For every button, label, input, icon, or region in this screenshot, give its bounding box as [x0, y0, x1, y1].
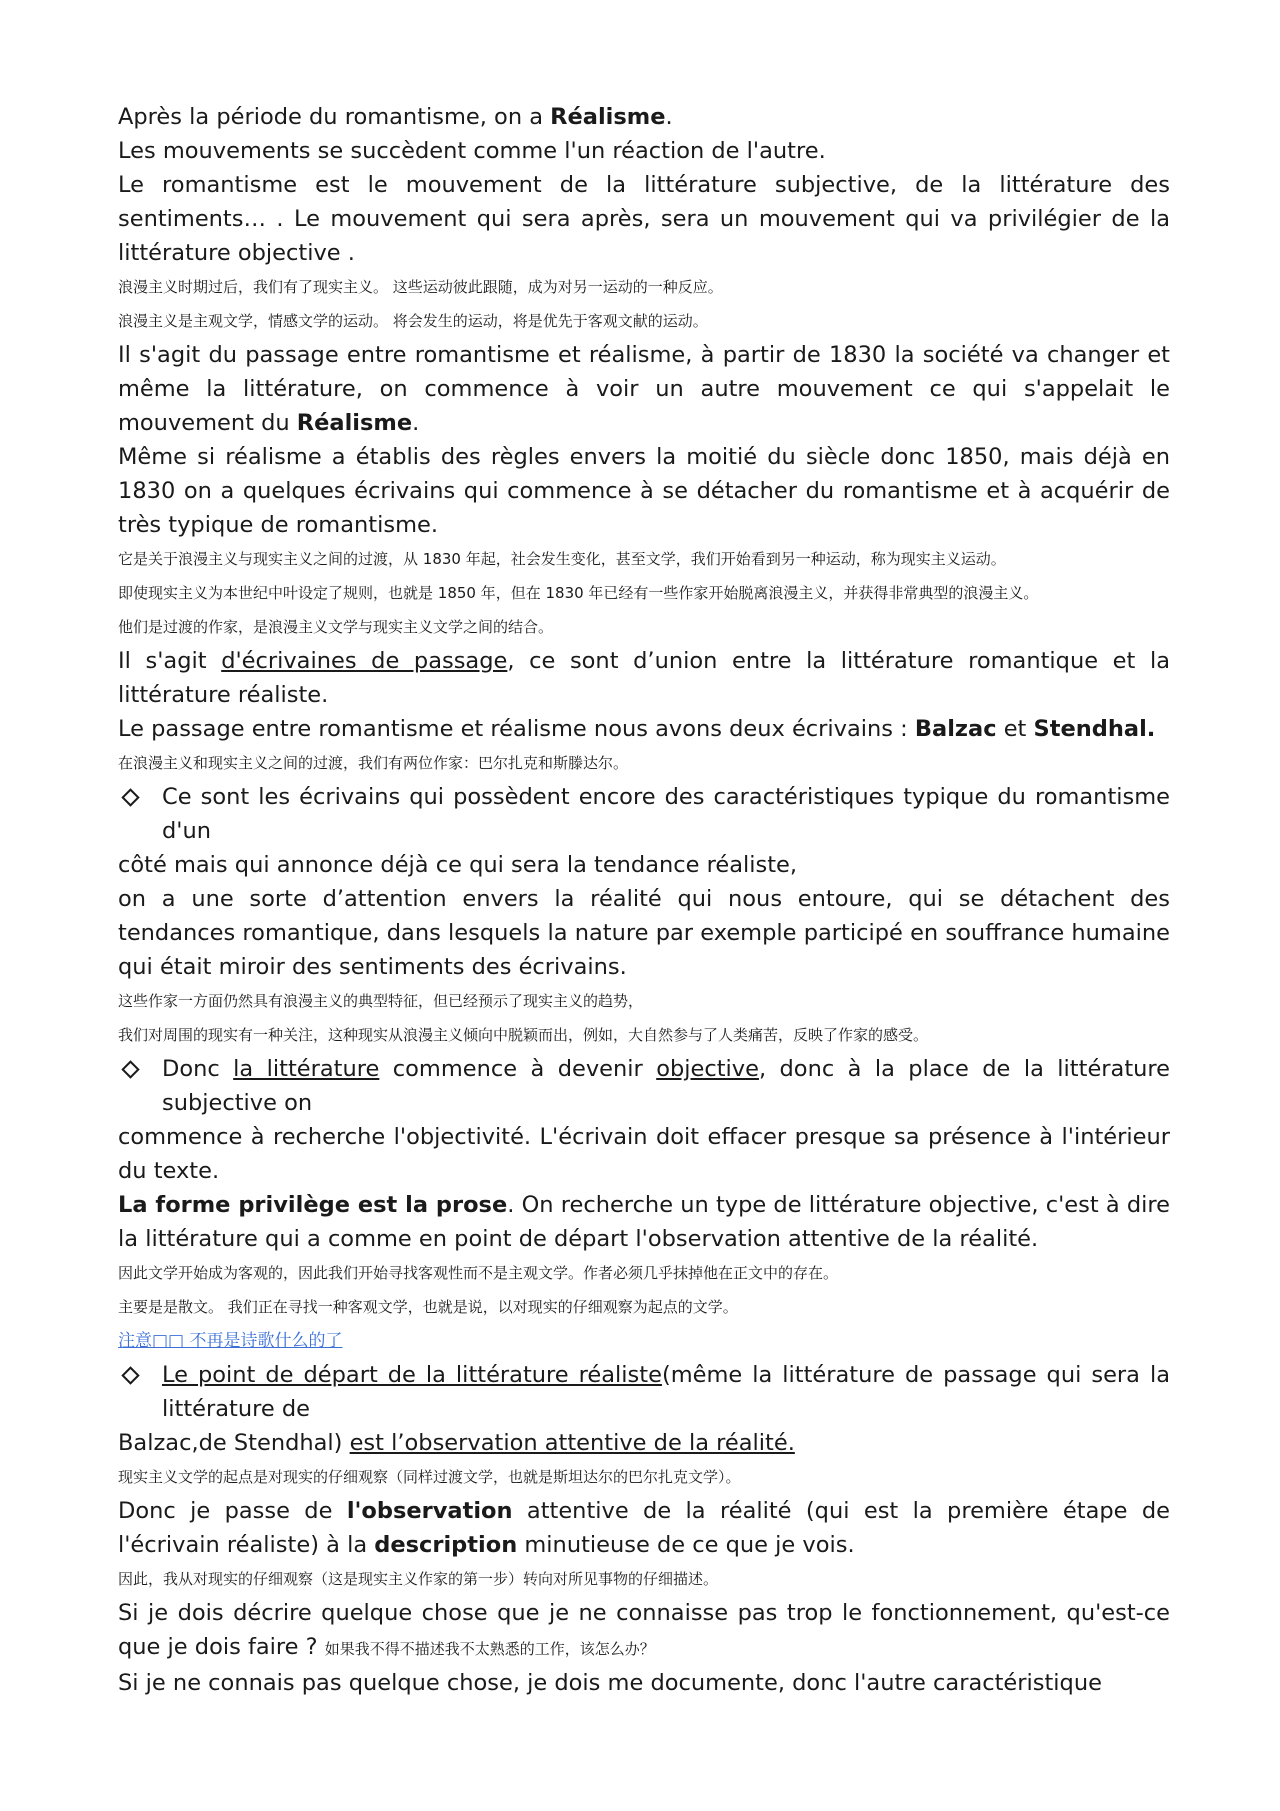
bold-term: Réalisme — [296, 410, 413, 436]
chinese-translation: 我们对周围的现实有一种关注，这种现实从浪漫主义倾向中脱颖而出，例如，大自然参与了人类痛苦，反映了作家的感受。 — [118, 1026, 929, 1044]
underlined-term: d'écrivaines de passage — [221, 648, 508, 674]
bold-term: Stendhal. — [1033, 716, 1156, 742]
chinese-translation-inline: 如果我不得不描述我不太熟悉的工作，该怎么办？ — [324, 1640, 655, 1658]
diamond-bullet-icon — [121, 788, 139, 806]
chinese-translation: 他们是过渡的作家，是浪漫主义文学与现实主义文学之间的结合。 — [118, 618, 554, 636]
chinese-translation: 因此文学开始成为客观的，因此我们开始寻找客观性而不是主观文学。作者必须几乎抹掉他在正文中的存在。 — [118, 1264, 839, 1282]
underlined-term: la littérature — [233, 1056, 380, 1082]
bullet-item: Le point de départ de la littérature réaliste(même la littérature de passage qui sera la littérature de — [118, 1358, 1170, 1426]
paragraph: on a une sorte d’attention envers la réalité qui nous entoure, qui se détachent des tendances romantique, dans lesquels la nature par exemple participé en souffrance humaine qui était miroir des sentiments des écrivains. — [118, 886, 1170, 980]
chinese-translation: 因此，我从对现实的仔细观察（这是现实主义作家的第一步）转向对所见事物的仔细描述。 — [118, 1570, 719, 1588]
bold-term: Balzac — [914, 716, 997, 742]
paragraph: Les mouvements se succèdent comme l'un réaction de l'autre. — [118, 138, 826, 164]
chinese-translation: 主要是是散文。 我们正在寻找一种客观文学，也就是说，以对现实的仔细观察为起点的文学。 — [118, 1298, 738, 1316]
paragraph: Le passage entre romantisme et réalisme nous avons deux écrivains : Balzac et Stendhal. — [118, 716, 1156, 742]
note-link[interactable]: 注意□□ 不再是诗歌什么的了 — [118, 1331, 343, 1351]
bold-term: description — [374, 1532, 518, 1558]
paragraph: Si je ne connais pas quelque chose, je dois me documente, donc l'autre caractéristique — [118, 1670, 1102, 1696]
paragraph: Après la période du romantisme, on a Réalisme. — [118, 104, 673, 130]
paragraph: Donc je passe de l'observation attentive de la réalité (qui est la première étape de l'écrivain réaliste) à la description minutieuse de ce que je vois. — [118, 1498, 1170, 1558]
chinese-translation: 现实主义文学的起点是对现实的仔细观察（同样过渡文学，也就是斯坦达尔的巴尔扎克文学）。 — [118, 1468, 741, 1486]
bold-term: La forme privilège est la prose — [118, 1192, 508, 1218]
paragraph: Même si réalisme a établis des règles envers la moitié du siècle donc 1850, mais déjà en 1830 on a quelques écrivains qui commence à se détacher du romantisme et à acquérir de très typique de romantisme. — [118, 444, 1170, 538]
diamond-bullet-icon — [121, 1366, 139, 1384]
paragraph: Si je dois décrire quelque chose que je ne connaisse pas trop le fonctionnement, qu'est-ce que je dois faire ? 如果我不得不描述我不太熟悉的工作，该怎么办？ — [118, 1600, 1170, 1660]
chinese-translation: 这些作家一方面仍然具有浪漫主义的典型特征，但已经预示了现实主义的趋势， — [118, 992, 644, 1010]
bullet-item: Donc la littérature commence à devenir objective, donc à la place de la littérature subjective on — [118, 1052, 1170, 1120]
chinese-translation: 在浪漫主义和现实主义之间的过渡，我们有两位作家：巴尔扎克和斯滕达尔。 — [118, 754, 629, 772]
diamond-bullet-icon — [121, 1060, 139, 1078]
paragraph: Il s'agit du passage entre romantisme et réalisme, à partir de 1830 la société va changer et même la littérature, on commence à voir un autre mouvement ce qui s'appelait le mouvement du Réalisme. — [118, 342, 1170, 436]
chinese-translation: 它是关于浪漫主义与现实主义之间的过渡，从 1830 年起，社会发生变化，甚至文学，我们开始看到另一种运动，称为现实主义运动。 — [118, 550, 1006, 568]
underlined-term: Le point de départ de la littérature réaliste — [162, 1362, 662, 1388]
document-page — [118, 100, 1170, 1700]
paragraph: commence à recherche l'objectivité. L'écrivain doit effacer presque sa présence à l'intérieur du texte. — [118, 1124, 1170, 1184]
underlined-term: objective — [656, 1056, 759, 1082]
chinese-translation: 即使现实主义为本世纪中叶设定了规则，也就是 1850 年，但在 1830 年已经有一些作家开始脱离浪漫主义，并获得非常典型的浪漫主义。 — [118, 584, 1039, 602]
underlined-term: est l’observation attentive de la réalité. — [349, 1430, 795, 1456]
bullet-item: Ce sont les écrivains qui possèdent encore des caractéristiques typique du romantisme d'un — [118, 780, 1170, 848]
chinese-translation: 浪漫主义是主观文学，情感文学的运动。 将会发生的运动，将是优先于客观文献的运动。 — [118, 312, 708, 330]
paragraph: Il s'agit d'écrivaines de passage, ce sont d’union entre la littérature romantique et la littérature réaliste. — [118, 648, 1170, 708]
chinese-translation: 浪漫主义时期过后，我们有了现实主义。 这些运动彼此跟随，成为对另一运动的一种反应。 — [118, 278, 723, 296]
bold-term: Réalisme — [550, 104, 666, 130]
paragraph: La forme privilège est la prose. On recherche un type de littérature objective, c'est à dire la littérature qui a comme en point de départ l'observation attentive de la réalité. — [118, 1192, 1170, 1252]
paragraph: Le romantisme est le mouvement de la littérature subjective, de la littérature des sentiments… . Le mouvement qui sera après, sera un mouvement qui va privilégier de la littérature objective . — [118, 172, 1170, 266]
paragraph: côté mais qui annonce déjà ce qui sera la tendance réaliste, — [118, 852, 798, 878]
bold-term: l'observation — [346, 1498, 513, 1524]
paragraph: Balzac,de Stendhal) est l’observation attentive de la réalité. — [118, 1430, 795, 1456]
